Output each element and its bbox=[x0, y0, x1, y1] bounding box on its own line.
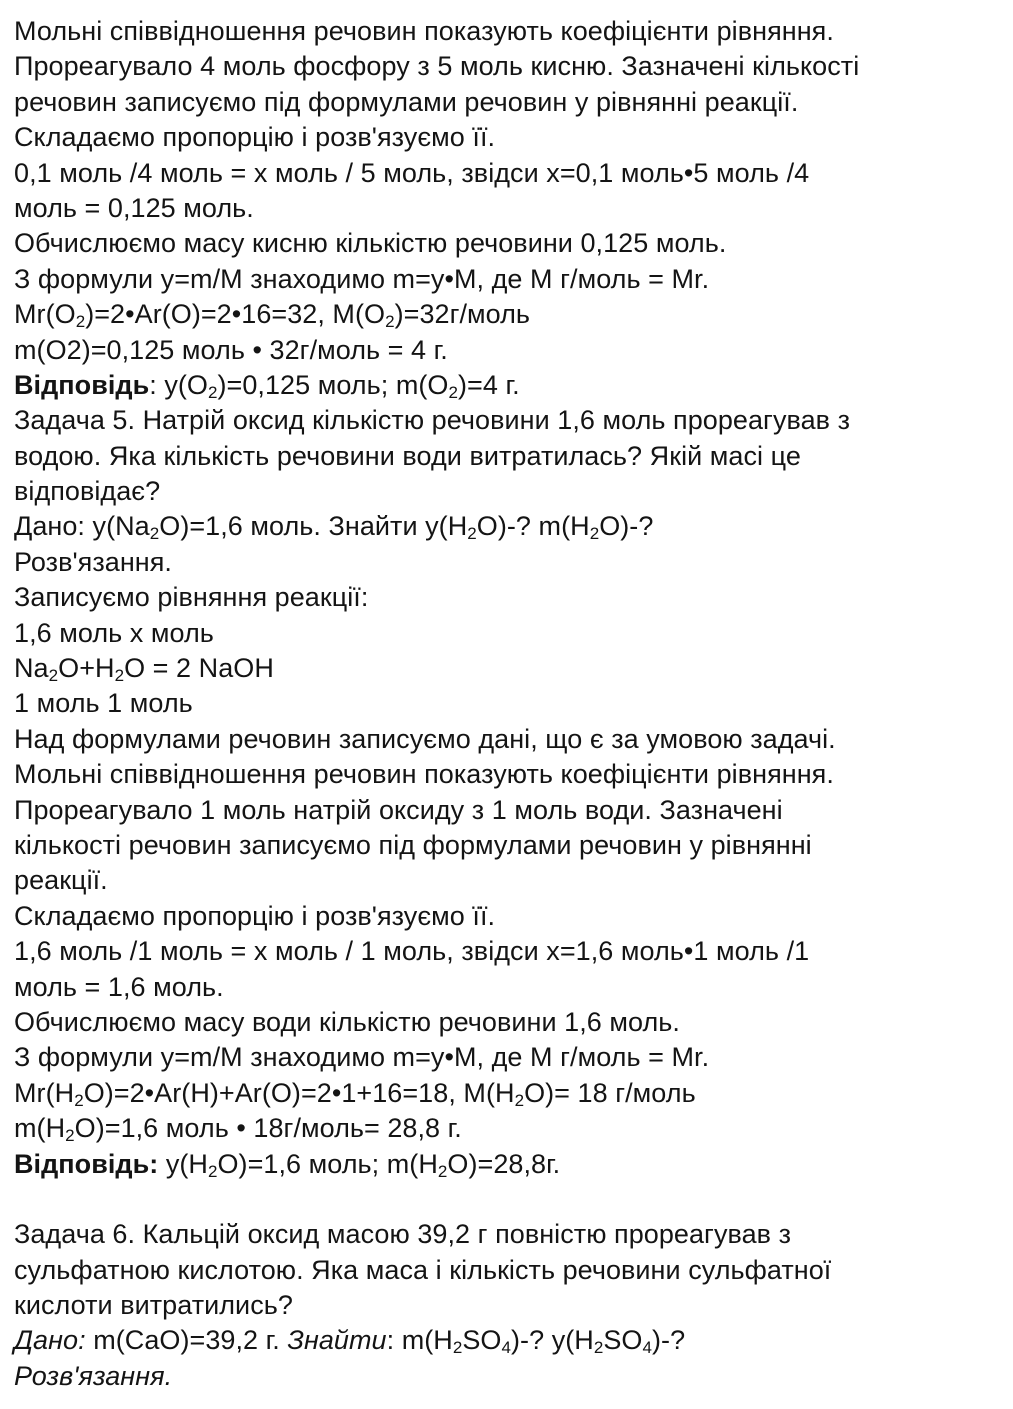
text-line: кислоти витратились? bbox=[14, 1290, 293, 1321]
text-line: моль = 1,6 моль. bbox=[14, 971, 224, 1002]
text-line: Обчислюємо масу води кількістю речовини 1,6 моль. bbox=[14, 1006, 680, 1037]
solution-heading: Розв'язання. bbox=[14, 1360, 173, 1391]
text-line: Прореагувало 1 моль натрій оксиду з 1 моль води. Зазначені bbox=[14, 794, 783, 825]
text-line: Мольні співвідношення речовин показують коефіцієнти рівняння. bbox=[14, 16, 834, 46]
text-line: Записуємо рівняння реакції: bbox=[14, 582, 369, 613]
task-heading: Задача 5. Натрій оксид кількістю речовини 1,6 моль прореагував з bbox=[14, 405, 851, 436]
answer-line: Відповідь: $y(O_2)=0,125$ моль; $m(O_2)=4$ г. bbox=[14, 369, 520, 402]
reaction-equation: $Na_2O+H_2O = 2$ NaOH bbox=[14, 653, 274, 686]
text-line: відповідає? bbox=[14, 476, 161, 507]
text-line: 1,6 моль х моль bbox=[14, 617, 214, 648]
text-line: 0,1 моль /4 моль = х моль / 5 моль, звідси х=0,1 моль•5 моль /4 bbox=[14, 157, 810, 188]
text-body bbox=[14, 14, 1013, 1394]
text-line: Складаємо пропорцію і розв'язуємо її. bbox=[14, 900, 496, 931]
text-line: Розв'язання. bbox=[14, 546, 172, 577]
task-heading: Задача 6. Кальцій оксид масою 39,2 г повністю прореагував з bbox=[14, 1219, 792, 1250]
text-line: сульфатною кислотою. Яка маса і кількість речовини сульфатної bbox=[14, 1254, 832, 1285]
text-line: реакції. bbox=[14, 865, 108, 896]
given-line: Дано: $y(Na_2O)=1,6$ моль. Знайти $y(H_2O)-$? $m(H_2O)-$? bbox=[14, 511, 654, 544]
text-line: 1,6 моль /1 моль = х моль / 1 моль, звідси х=1,6 моль•1 моль /1 bbox=[14, 936, 810, 967]
text-line: Складаємо пропорцію і розв'язуємо її. bbox=[14, 122, 496, 153]
text-line: моль = 0,125 моль. bbox=[14, 192, 254, 223]
text-line: речовин записуємо під формулами речовин у рівнянні реакції. bbox=[14, 86, 799, 117]
formula-m-o2: m(O2)=0,125 моль • 32г/моль = 4 г. bbox=[14, 334, 448, 365]
text-line: Прореагувало 4 моль фосфору з 5 моль кисню. Зазначені кількості bbox=[14, 51, 860, 82]
text-line: З формули y=m/M знаходимо m=y•M, де M г/моль = Mr. bbox=[14, 263, 710, 294]
text-line: Обчислюємо масу кисню кількістю речовини 0,125 моль. bbox=[14, 228, 727, 259]
spacer bbox=[14, 1182, 1013, 1217]
text-line: 1 моль 1 моль bbox=[14, 688, 193, 719]
formula-mr-h2o: $Mr(H_2O)=2•Ar(H)+Ar(O)=2•1+16=18$, $M(H_2O)= 18$ г/моль bbox=[14, 1077, 696, 1110]
text-line: кількості речовин записуємо під формулами речовин у рівнянні bbox=[14, 829, 812, 860]
text-line: З формули y=m/M знаходимо m=y•M, де M г/моль = Mr. bbox=[14, 1042, 710, 1073]
text-line: Над формулами речовин записуємо дані, що є за умовою задачі. bbox=[14, 723, 836, 754]
answer-line: Відповідь: $y(H_2O)=1,6$ моль; $m(H_2O)=28,8г$. bbox=[14, 1148, 561, 1181]
formula-mr-o2: $Mr(O_2)=2•Ar(O)=2•16=32$, $M(O_2)=32г$/моль bbox=[14, 299, 531, 332]
given-line: Дано: m(CaO)=39,2 г. Знайти: $m(H_2SO_4)-$? $y(H_2SO_4)-$? bbox=[14, 1325, 686, 1358]
text-line: водою. Яка кількість речовини води витратилась? Якій масі це bbox=[14, 440, 801, 471]
text-line: Мольні співвідношення речовин показують коефіцієнти рівняння. bbox=[14, 759, 834, 790]
formula-m-h2o: $m(H_2O)=1,6$ моль • 18г/моль= 28,8 г. bbox=[14, 1113, 462, 1146]
